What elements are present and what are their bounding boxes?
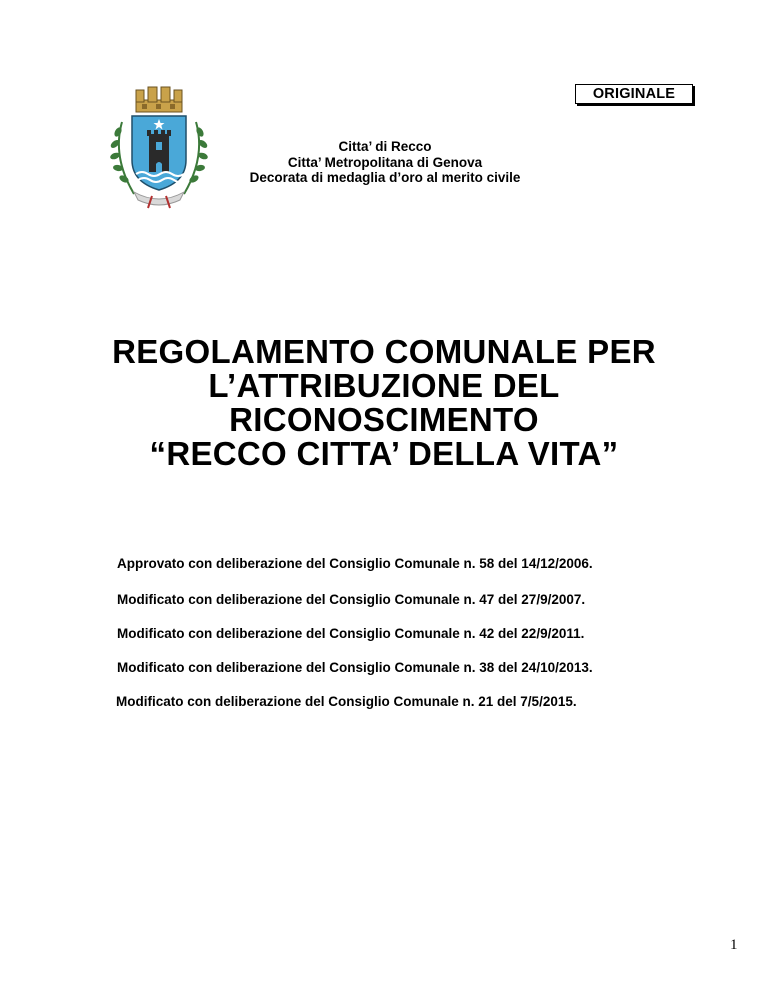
crown-icon: [136, 87, 182, 112]
medal-decoration: Decorata di medaglia d’oro al merito civile: [249, 170, 521, 185]
coat-of-arms-icon: [104, 82, 214, 212]
tower-icon: [147, 130, 171, 172]
city-name: Citta’ di Recco: [338, 139, 432, 154]
title-line-4: “RECCO CITTA’ DELLA VITA”: [149, 435, 619, 472]
modification-note: Modificato con deliberazione del Consiglio Comunale n. 42 del 22/9/2011.: [117, 626, 585, 641]
page-number: 1: [730, 937, 738, 953]
metropolitan-city: Citta’ Metropolitana di Genova: [287, 154, 483, 170]
document-title: [70, 335, 698, 471]
originale-stamp: ORIGINALE: [575, 84, 693, 104]
title-line-1: REGOLAMENTO COMUNALE PER: [112, 333, 656, 370]
title-line-3: RICONOSCIMENTO: [229, 401, 539, 438]
title-line-2: L’ATTRIBUZIONE DEL: [208, 367, 560, 404]
modification-note: Modificato con deliberazione del Consiglio Comunale n. 38 del 24/10/2013.: [117, 660, 593, 675]
approval-note: Approvato con deliberazione del Consiglio Comunale n. 58 del 14/12/2006.: [117, 556, 593, 571]
modification-note: Modificato con deliberazione del Consiglio Comunale n. 21 del 7/5/2015.: [116, 694, 577, 709]
municipality-header: [200, 139, 570, 186]
modification-note: Modificato con deliberazione del Consiglio Comunale n. 47 del 27/9/2007.: [117, 592, 586, 607]
